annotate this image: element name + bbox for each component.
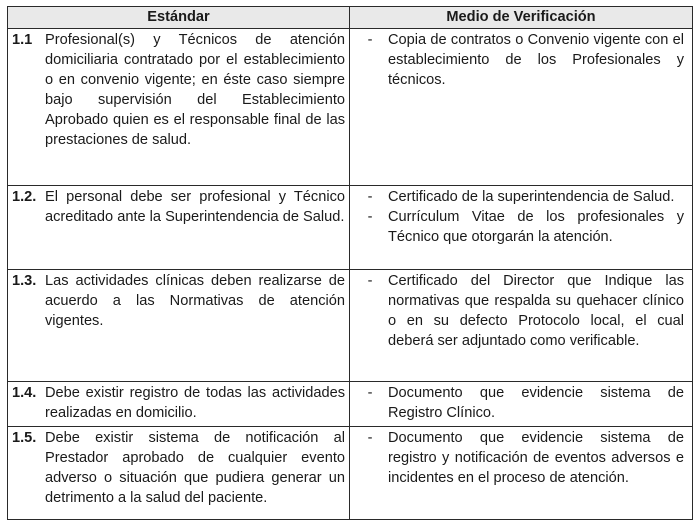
table-row: [8, 427, 693, 520]
standard-number: 1.1: [12, 32, 33, 48]
table-row: [8, 29, 693, 186]
verification-item: [350, 30, 684, 90]
standard-cell: [8, 427, 350, 520]
standard-number: 1.3.: [12, 273, 37, 289]
verification-item: [350, 383, 684, 423]
standard-number: 1.5.: [12, 430, 37, 446]
verification-cell: [350, 427, 693, 520]
standard-number: 1.2.: [12, 189, 37, 205]
verification-cell: [350, 29, 693, 186]
verification-text: Copia de contratos o Convenio vigente con el establecimiento de los Profesionales y técnicos.: [388, 32, 684, 88]
standard-text: Debe existir sistema de notificación al Prestador aprobado de cualquier evento adverso o situación que pudiera generar un detrimento a la salud del paciente.: [45, 430, 345, 506]
dash-bullet: -: [367, 385, 373, 401]
verification-item: [350, 187, 684, 207]
header-standard: Estándar: [8, 7, 350, 29]
standard-cell: [8, 29, 350, 186]
dash-bullet: -: [367, 430, 373, 446]
header-verification: Medio de Verificación: [350, 7, 693, 29]
dash-bullet: -: [367, 273, 373, 289]
table-row: [8, 186, 693, 270]
verification-cell: [350, 186, 693, 270]
standard-text: El personal debe ser profesional y Técnico acreditado ante la Superintendencia de Salud.: [45, 189, 345, 225]
standard-cell: [8, 382, 350, 427]
dash-bullet: -: [367, 189, 373, 205]
standards-table: [7, 6, 693, 520]
dash-bullet: -: [367, 209, 373, 225]
verification-text: Currículum Vitae de los profesionales y Técnico que otorgarán la atención.: [388, 209, 684, 245]
standard-cell: [8, 186, 350, 270]
verification-item: [350, 207, 684, 247]
verification-cell: [350, 382, 693, 427]
standard-text: Las actividades clínicas deben realizarse de acuerdo a las Normativas de atención vigentes.: [45, 273, 345, 329]
verification-text: Certificado del Director que Indique las normativas que respalda su quehacer clínico o en su defecto Protocolo local, el cual deberá ser adjuntado como verificable.: [388, 273, 684, 349]
standard-text: Profesional(s) y Técnicos de atención domiciliaria contratado por el establecimiento o en convenio vigente; en éste caso siempre bajo supervisión del Establecimiento Aprobado quien es el responsable final de las prestaciones de salud.: [45, 32, 345, 148]
verification-cell: [350, 270, 693, 382]
table-row: [8, 382, 693, 427]
verification-text: Documento que evidencie sistema de registro y notificación de eventos adversos e incidentes en el proceso de atención.: [388, 430, 684, 486]
table-header-row: [8, 7, 693, 29]
verification-text: Certificado de la superintendencia de Salud.: [388, 189, 675, 205]
standard-number: 1.4.: [12, 385, 37, 401]
standard-cell: [8, 270, 350, 382]
table-row: [8, 270, 693, 382]
verification-item: [350, 271, 684, 351]
verification-text: Documento que evidencie sistema de Registro Clínico.: [388, 385, 684, 421]
verification-item: [350, 428, 684, 488]
standard-text: Debe existir registro de todas las actividades realizadas en domicilio.: [45, 385, 345, 421]
dash-bullet: -: [367, 32, 373, 48]
